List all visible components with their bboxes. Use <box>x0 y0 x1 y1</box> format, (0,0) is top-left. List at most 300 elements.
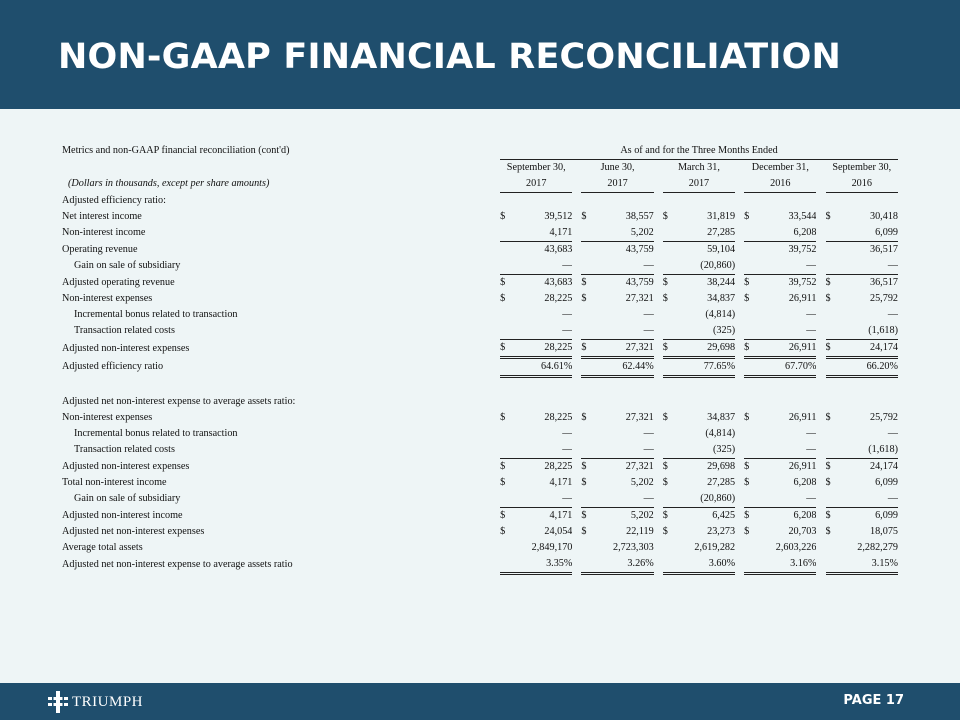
currency-symbol: $ <box>662 510 668 521</box>
value-cell <box>744 410 816 426</box>
value-cell <box>744 459 816 476</box>
currency-symbol: $ <box>744 461 750 472</box>
cell-value: 34,837 <box>707 293 736 304</box>
cell-value: 5,202 <box>630 227 654 238</box>
value-cell <box>500 275 572 292</box>
value-cell <box>744 358 816 377</box>
cell-value: 27,321 <box>625 461 654 472</box>
value-cell <box>663 275 735 292</box>
table-row <box>62 475 898 491</box>
value-cell <box>500 291 572 307</box>
value-cell <box>663 242 735 259</box>
value-cell <box>500 556 572 574</box>
value-cell <box>581 410 653 426</box>
value-cell <box>744 556 816 574</box>
value-cell <box>500 225 572 242</box>
currency-symbol: $ <box>662 477 668 488</box>
cell-value: 24,174 <box>869 342 898 353</box>
footer-bar <box>0 683 960 720</box>
value-cell <box>581 540 653 556</box>
row-label: Net interest income <box>62 211 142 222</box>
cell-value: 43,759 <box>625 244 654 255</box>
table-caption: Metrics and non-GAAP financial reconciliation (cont'd) <box>62 145 290 157</box>
cell-value: 77.65% <box>703 361 736 372</box>
value-cell <box>663 540 735 556</box>
row-label: Transaction related costs <box>74 325 175 337</box>
value-cell <box>826 410 899 426</box>
cell-value: 2,723,303 <box>613 542 654 553</box>
units-note: (Dollars in thousands, except per share amounts) <box>68 178 270 190</box>
page-number: PAGE 17 <box>843 693 904 708</box>
table-row <box>62 426 898 442</box>
cell-value: (20,860) <box>700 493 736 504</box>
currency-symbol: $ <box>744 293 750 304</box>
row-label: Adjusted net non-interest expense to average assets ratio <box>62 558 293 570</box>
currency-symbol: $ <box>662 293 668 304</box>
value-cell <box>744 291 816 307</box>
value-cell <box>581 275 653 292</box>
value-cell <box>663 556 735 574</box>
cell-value: — <box>562 309 573 320</box>
cell-value: 4,171 <box>549 227 573 238</box>
value-cell <box>826 491 899 508</box>
cell-value: — <box>643 428 654 439</box>
cell-value: — <box>887 309 898 320</box>
value-cell <box>663 225 735 242</box>
table-row <box>62 410 898 426</box>
cell-value: 29,698 <box>707 461 736 472</box>
value-cell <box>826 242 899 259</box>
currency-symbol: $ <box>500 461 506 472</box>
cell-value: 27,321 <box>625 412 654 423</box>
cell-value: 27,285 <box>707 477 736 488</box>
cell-value: — <box>806 325 817 336</box>
table-row <box>62 491 898 508</box>
cell-value: 66.20% <box>866 361 898 372</box>
currency-symbol: $ <box>500 510 506 521</box>
cell-value: (325) <box>713 325 736 336</box>
table-row <box>62 508 898 525</box>
currency-symbol: $ <box>662 211 668 222</box>
column-date: March 31, <box>678 162 720 173</box>
value-cell <box>581 242 653 259</box>
currency-symbol: $ <box>825 412 831 423</box>
value-cell <box>826 323 899 340</box>
cell-value: 30,418 <box>869 211 898 222</box>
table-row <box>62 524 898 540</box>
cell-value: (1,618) <box>868 444 898 455</box>
cell-value: 36,517 <box>869 244 898 255</box>
value-cell <box>500 340 572 358</box>
value-cell <box>500 459 572 476</box>
cell-value: — <box>643 444 654 455</box>
value-cell <box>663 358 735 377</box>
currency-symbol: $ <box>744 342 750 353</box>
cell-value: 4,171 <box>549 510 573 521</box>
cell-value: — <box>562 428 573 439</box>
currency-symbol: $ <box>500 277 506 288</box>
value-cell <box>500 475 572 491</box>
value-cell <box>744 442 816 459</box>
cell-value: 25,792 <box>869 293 898 304</box>
currency-symbol: $ <box>662 412 668 423</box>
value-cell <box>500 540 572 556</box>
row-label: Adjusted non-interest expenses <box>62 460 190 472</box>
cell-value: 5,202 <box>630 477 654 488</box>
period-header: As of and for the Three Months Ended <box>500 143 898 160</box>
column-date: September 30, <box>506 162 566 173</box>
cell-value: 6,099 <box>875 477 898 488</box>
value-cell <box>826 209 899 225</box>
row-label: Non-interest expenses <box>62 293 153 304</box>
currency-symbol: $ <box>744 412 750 423</box>
cell-value: (1,618) <box>868 325 898 336</box>
currency-symbol: $ <box>500 293 506 304</box>
cell-value: 2,603,226 <box>775 542 817 553</box>
currency-symbol: $ <box>500 526 506 537</box>
value-cell <box>826 426 899 442</box>
table-row <box>62 307 898 323</box>
value-cell <box>663 426 735 442</box>
value-cell <box>826 442 899 459</box>
value-cell <box>581 508 653 525</box>
cell-value: 28,225 <box>544 342 573 353</box>
cell-value: 24,174 <box>869 461 898 472</box>
cell-value: 67.70% <box>785 361 817 372</box>
cell-value: 26,911 <box>788 461 817 472</box>
reconciliation-table <box>62 143 898 575</box>
cell-value: 2,849,170 <box>531 542 573 553</box>
table-row <box>62 323 898 340</box>
row-label: Operating revenue <box>62 243 138 255</box>
value-cell <box>581 225 653 242</box>
cell-value: 26,911 <box>788 412 817 423</box>
cell-value: 2,619,282 <box>694 542 736 553</box>
currency-symbol: $ <box>825 461 831 472</box>
currency-symbol: $ <box>744 211 750 222</box>
value-cell <box>581 524 653 540</box>
cell-value: 38,244 <box>707 277 736 288</box>
value-cell <box>744 491 816 508</box>
triumph-logo <box>48 691 143 713</box>
column-year: 2017 <box>581 176 653 193</box>
currency-symbol: $ <box>500 211 506 222</box>
value-cell <box>744 225 816 242</box>
currency-symbol: $ <box>825 510 831 521</box>
value-cell <box>663 258 735 275</box>
value-cell <box>581 340 653 358</box>
currency-symbol: $ <box>581 342 587 353</box>
value-cell <box>663 307 735 323</box>
cell-value: 27,321 <box>625 293 654 304</box>
cell-value: — <box>643 309 654 320</box>
row-label: Transaction related costs <box>74 444 175 456</box>
value-cell <box>500 242 572 259</box>
value-cell <box>581 556 653 574</box>
value-cell <box>500 508 572 525</box>
cell-value: — <box>562 260 573 271</box>
value-cell <box>744 426 816 442</box>
cell-value: 22,119 <box>626 526 654 537</box>
value-cell <box>500 358 572 377</box>
value-cell <box>500 258 572 275</box>
header-bar <box>0 0 960 109</box>
column-year: 2017 <box>663 176 735 193</box>
logo-text: TRIUMPH <box>72 693 144 710</box>
value-cell <box>663 491 735 508</box>
cell-value: 43,683 <box>544 277 573 288</box>
cell-value: — <box>806 493 817 504</box>
value-cell <box>826 540 899 556</box>
cell-value: 25,792 <box>869 412 898 423</box>
cell-value: 38,557 <box>625 211 654 222</box>
value-cell <box>663 475 735 491</box>
cell-value: 27,285 <box>707 227 736 238</box>
cell-value: 27,321 <box>625 342 654 353</box>
currency-symbol: $ <box>581 526 587 537</box>
currency-symbol: $ <box>825 211 831 222</box>
page-title: NON-GAAP FINANCIAL RECONCILIATION <box>58 37 842 77</box>
cell-value: 39,512 <box>544 211 573 222</box>
value-cell <box>663 323 735 340</box>
currency-symbol: $ <box>744 277 750 288</box>
value-cell <box>826 556 899 574</box>
currency-symbol: $ <box>744 510 750 521</box>
cell-value: 20,703 <box>788 526 817 537</box>
table-row <box>62 225 898 242</box>
cell-value: 39,752 <box>788 244 817 255</box>
value-cell <box>581 258 653 275</box>
cell-value: 2,282,279 <box>857 542 898 553</box>
cell-value: (4,814) <box>705 428 736 439</box>
value-cell <box>581 475 653 491</box>
cell-value: — <box>806 309 817 320</box>
value-cell <box>744 508 816 525</box>
currency-symbol: $ <box>825 293 831 304</box>
currency-symbol: $ <box>581 277 587 288</box>
value-cell <box>826 524 899 540</box>
currency-symbol: $ <box>662 461 668 472</box>
table-row <box>62 358 898 377</box>
currency-symbol: $ <box>744 477 750 488</box>
value-cell <box>500 491 572 508</box>
cell-value: 6,208 <box>793 510 817 521</box>
cell-value: 43,759 <box>625 277 654 288</box>
cell-value: — <box>806 444 817 455</box>
value-cell <box>663 340 735 358</box>
column-date: September 30, <box>832 162 892 173</box>
value-cell <box>581 491 653 508</box>
value-cell <box>500 323 572 340</box>
value-cell <box>826 459 899 476</box>
cell-value: (20,860) <box>700 260 736 271</box>
value-cell <box>744 275 816 292</box>
currency-symbol: $ <box>662 526 668 537</box>
column-year: 2017 <box>500 176 572 193</box>
table-row <box>62 242 898 259</box>
currency-symbol: $ <box>500 477 506 488</box>
value-cell <box>581 291 653 307</box>
cell-value: 28,225 <box>544 412 573 423</box>
cell-value: — <box>887 428 898 439</box>
value-cell <box>744 340 816 358</box>
value-cell <box>826 358 899 377</box>
cell-value: 24,054 <box>544 526 573 537</box>
value-cell <box>663 508 735 525</box>
row-label: Adjusted non-interest expenses <box>62 342 190 354</box>
currency-symbol: $ <box>500 412 506 423</box>
cell-value: — <box>562 444 573 455</box>
cell-value: 59,104 <box>707 244 736 255</box>
value-cell <box>581 323 653 340</box>
cell-value: 43,683 <box>544 244 573 255</box>
value-cell <box>500 410 572 426</box>
currency-symbol: $ <box>581 510 587 521</box>
cell-value: — <box>562 325 573 336</box>
value-cell <box>663 209 735 225</box>
cell-value: 26,911 <box>788 293 817 304</box>
row-label: Incremental bonus related to transaction <box>74 428 238 439</box>
table-date-row <box>62 160 898 177</box>
column-date: June 30, <box>600 162 635 173</box>
currency-symbol: $ <box>825 342 831 353</box>
row-label: Non-interest income <box>62 227 146 239</box>
row-label: Non-interest expenses <box>62 412 153 423</box>
cell-value: 6,099 <box>875 227 898 238</box>
value-cell <box>581 442 653 459</box>
table-row <box>62 556 898 574</box>
value-cell <box>826 225 899 242</box>
value-cell <box>744 323 816 340</box>
table-row <box>62 340 898 358</box>
table-row <box>62 209 898 225</box>
cell-value: — <box>562 493 573 504</box>
table-row <box>62 275 898 292</box>
cell-value: 6,208 <box>793 227 817 238</box>
triumph-cross-icon <box>48 691 68 713</box>
table-year-row <box>62 176 898 193</box>
cell-value: 36,517 <box>869 277 898 288</box>
cell-value: 31,819 <box>707 211 736 222</box>
cell-value: 5,202 <box>630 510 654 521</box>
section-title-row <box>62 394 898 410</box>
row-label: Adjusted net non-interest expenses <box>62 526 205 537</box>
section-title: Adjusted efficiency ratio: <box>62 195 166 206</box>
cell-value: 4,171 <box>549 477 573 488</box>
value-cell <box>663 524 735 540</box>
value-cell <box>581 459 653 476</box>
cell-value: 3.35% <box>546 558 573 569</box>
row-label: Adjusted efficiency ratio <box>62 361 164 372</box>
cell-value: — <box>643 260 654 271</box>
value-cell <box>744 524 816 540</box>
row-label: Incremental bonus related to transaction <box>74 309 238 320</box>
value-cell <box>826 275 899 292</box>
column-year: 2016 <box>826 176 899 193</box>
currency-symbol: $ <box>581 461 587 472</box>
row-label: Average total assets <box>62 542 143 553</box>
cell-value: 23,273 <box>707 526 736 537</box>
cell-value: 18,075 <box>869 526 898 537</box>
cell-value: 6,425 <box>712 510 736 521</box>
cell-value: 29,698 <box>707 342 736 353</box>
value-cell <box>744 307 816 323</box>
cell-value: 64.61% <box>540 361 573 372</box>
value-cell <box>744 242 816 259</box>
cell-value: (4,814) <box>705 309 736 320</box>
value-cell <box>826 508 899 525</box>
value-cell <box>581 358 653 377</box>
currency-symbol: $ <box>581 477 587 488</box>
table-row <box>62 540 898 556</box>
table-header-row <box>62 143 898 160</box>
value-cell <box>826 258 899 275</box>
value-cell <box>500 442 572 459</box>
value-cell <box>826 475 899 491</box>
value-cell <box>744 258 816 275</box>
value-cell <box>500 307 572 323</box>
cell-value: 28,225 <box>544 293 573 304</box>
value-cell <box>663 291 735 307</box>
currency-symbol: $ <box>500 342 506 353</box>
value-cell <box>581 426 653 442</box>
value-cell <box>826 307 899 323</box>
value-cell <box>744 540 816 556</box>
row-label: Adjusted operating revenue <box>62 276 175 288</box>
cell-value: 62.44% <box>622 361 654 372</box>
cell-value: (325) <box>713 444 736 455</box>
currency-symbol: $ <box>825 477 831 488</box>
section-title-row <box>62 193 898 210</box>
column-date: December 31, <box>751 162 809 173</box>
row-label: Gain on sale of subsidiary <box>74 493 181 505</box>
column-year: 2016 <box>744 176 816 193</box>
cell-value: 34,837 <box>707 412 736 423</box>
spacer-row <box>62 377 898 395</box>
table-row <box>62 442 898 459</box>
row-label: Total non-interest income <box>62 477 167 488</box>
currency-symbol: $ <box>744 526 750 537</box>
value-cell <box>744 475 816 491</box>
cell-value: — <box>887 493 898 504</box>
cell-value: 26,911 <box>788 342 817 353</box>
cell-value: 3.26% <box>627 558 654 569</box>
cell-value: — <box>806 260 817 271</box>
currency-symbol: $ <box>825 277 831 288</box>
cell-value: 6,208 <box>793 477 817 488</box>
value-cell <box>500 426 572 442</box>
row-label: Adjusted non-interest income <box>62 509 183 521</box>
cell-value: 3.60% <box>708 558 736 569</box>
cell-value: 39,752 <box>788 277 817 288</box>
value-cell <box>744 209 816 225</box>
table-row <box>62 459 898 476</box>
value-cell <box>663 459 735 476</box>
value-cell <box>663 442 735 459</box>
cell-value: 6,099 <box>875 510 898 521</box>
cell-value: — <box>887 260 898 271</box>
currency-symbol: $ <box>581 293 587 304</box>
cell-value: 3.15% <box>871 558 898 569</box>
value-cell <box>581 209 653 225</box>
table-row <box>62 258 898 275</box>
currency-symbol: $ <box>662 342 668 353</box>
value-cell <box>663 410 735 426</box>
value-cell <box>826 291 899 307</box>
currency-symbol: $ <box>581 211 587 222</box>
cell-value: — <box>643 493 654 504</box>
cell-value: — <box>643 325 654 336</box>
